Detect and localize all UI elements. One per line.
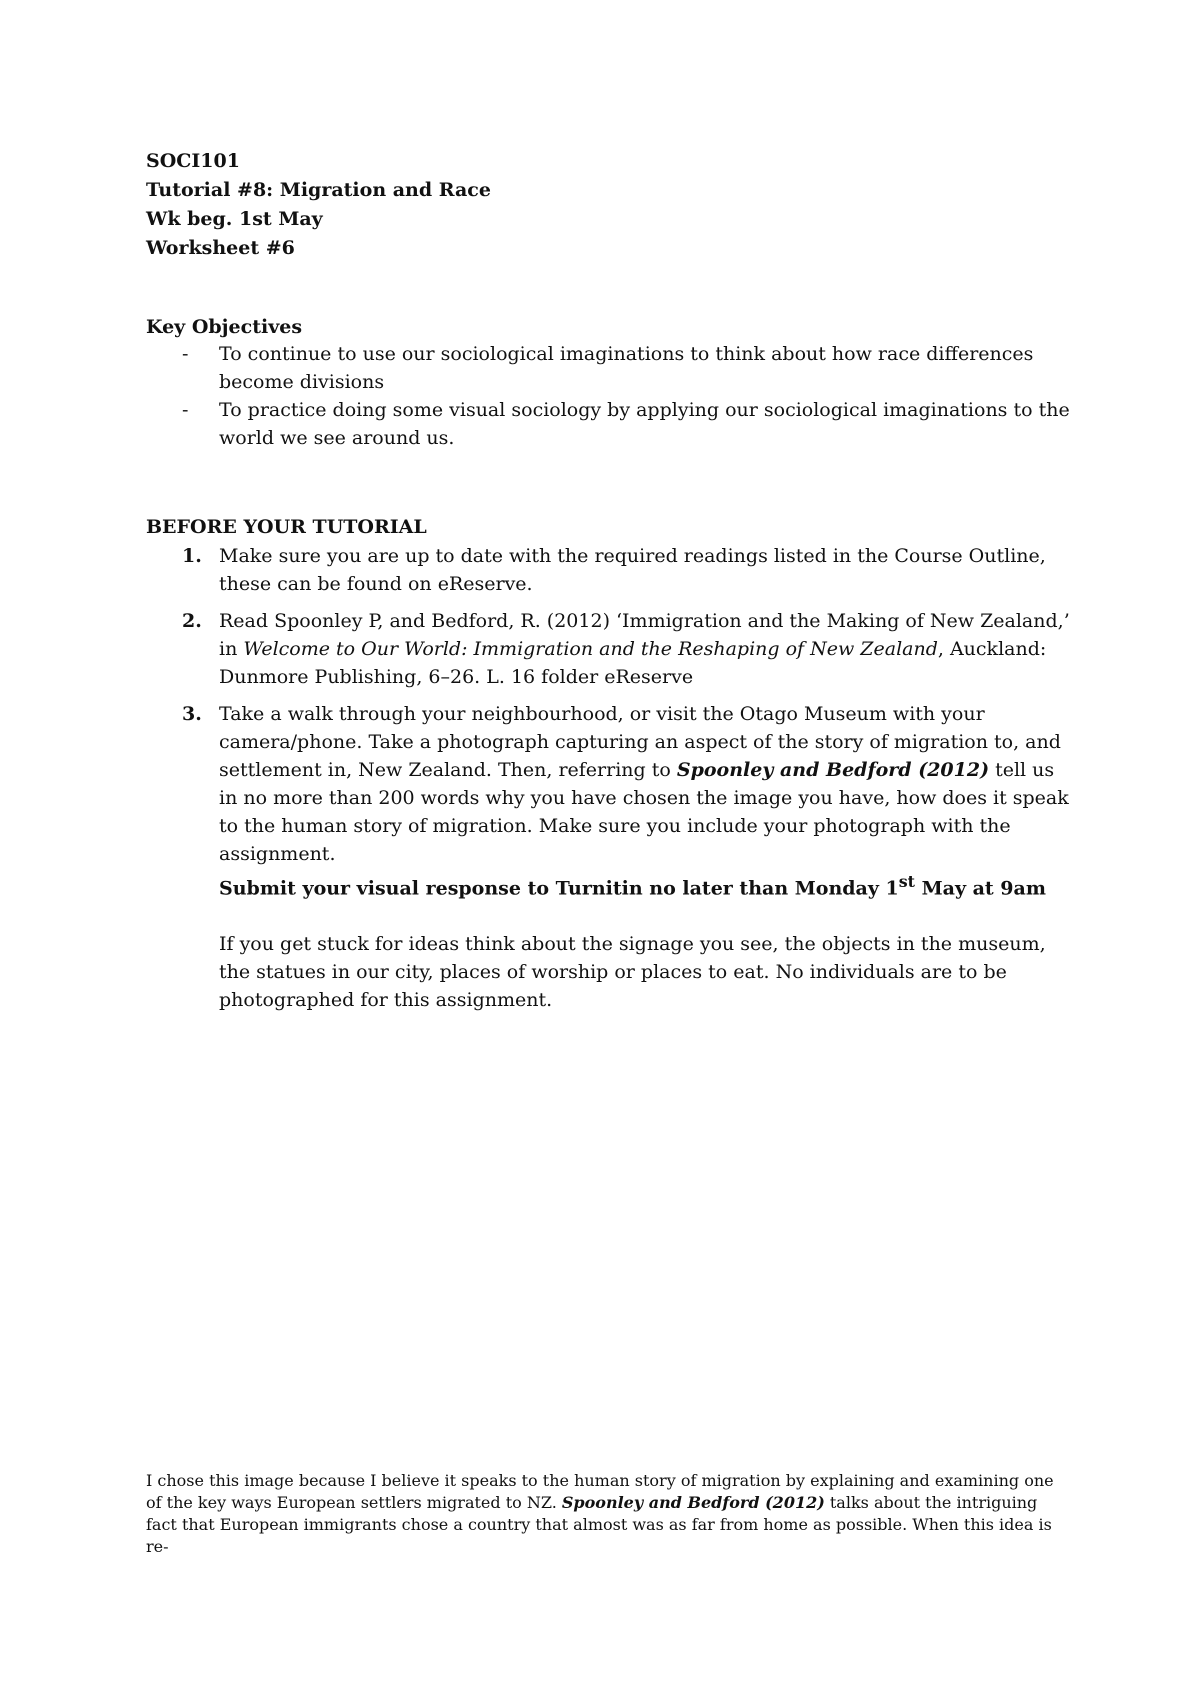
ideas-tip: If you get stuck for ideas think about the signage you see, the objects in the museum, the statues in our city, places of worship or places to eat. No individuals are to be photographed for this assignment. — [219, 933, 1046, 1012]
book-title: Welcome to Our World: Immigration and the Reshaping of New Zealand — [243, 638, 938, 660]
task-item — [146, 700, 1076, 1014]
course-code: SOCI101 — [146, 150, 240, 172]
tasks-list — [146, 542, 1076, 1023]
objectives-list — [146, 340, 1076, 452]
objective-item — [146, 396, 1076, 452]
week-label: Wk beg. 1st May — [146, 208, 323, 230]
deadline-text-cont: May at 9am — [914, 877, 1046, 900]
document-header — [146, 147, 491, 263]
objective-text: To continue to use our sociological imaginations to think about how race differences become divisions — [219, 343, 1034, 393]
ordinal-suffix: st — [898, 872, 915, 891]
task-number: 1. — [182, 545, 202, 567]
student-response — [146, 1470, 1066, 1558]
task-number: 3. — [182, 703, 202, 725]
response-citation: Spoonley and Bedford (2012) — [561, 1493, 825, 1512]
objective-text: To practice doing some visual sociology by applying our sociological imaginations to the world we see around us. — [219, 399, 1070, 449]
objective-item — [146, 340, 1076, 396]
task-text: Read Spoonley P, and Bedford, R. (2012) ‘Immigration and the Making of New Zealand,’ in — [219, 610, 1070, 660]
dash-bullet: - — [182, 343, 189, 365]
response-text: I chose this image because I believe it speaks to the human story of migration by explaining and examining one of the key ways European settlers migrated to NZ. — [146, 1471, 1054, 1512]
task-number: 2. — [182, 610, 202, 632]
task-text: Take a walk through your neighbourhood, or visit the Otago Museum with your camera/phone. Take a photograph capturing an aspect of the story of migration to, and settlement in, New Zealand. Then, referring to — [219, 703, 1061, 781]
task-item — [146, 542, 1076, 598]
submission-deadline — [219, 868, 1076, 902]
before-tutorial-heading: BEFORE YOUR TUTORIAL — [146, 516, 427, 538]
deadline-text: Submit your visual response to Turnitin no later than Monday 1 — [219, 877, 899, 900]
task-text-cont: tell us in no more than 200 words why you have chosen the image you have, how does it speak to the human story of migration. Make sure you include your photograph with the assignment. — [219, 759, 1069, 865]
reference-citation: Spoonley and Bedford (2012) — [676, 759, 990, 781]
key-objectives-heading: Key Objectives — [146, 316, 303, 338]
task-text: Make sure you are up to date with the required readings listed in the Course Outline, these can be found on eReserve. — [219, 545, 1046, 595]
task-item — [146, 607, 1076, 691]
response-text-cont: talks about the intriguing fact that European immigrants chose a country that almost was as far from home as possible. When this idea is re- — [146, 1493, 1052, 1556]
worksheet-label: Worksheet #6 — [146, 237, 295, 259]
dash-bullet: - — [182, 399, 189, 421]
tutorial-title: Tutorial #8: Migration and Race — [146, 179, 491, 201]
task-text-cont: , Auckland: Dunmore Publishing, 6–26. L. 16 folder eReserve — [219, 638, 1047, 688]
